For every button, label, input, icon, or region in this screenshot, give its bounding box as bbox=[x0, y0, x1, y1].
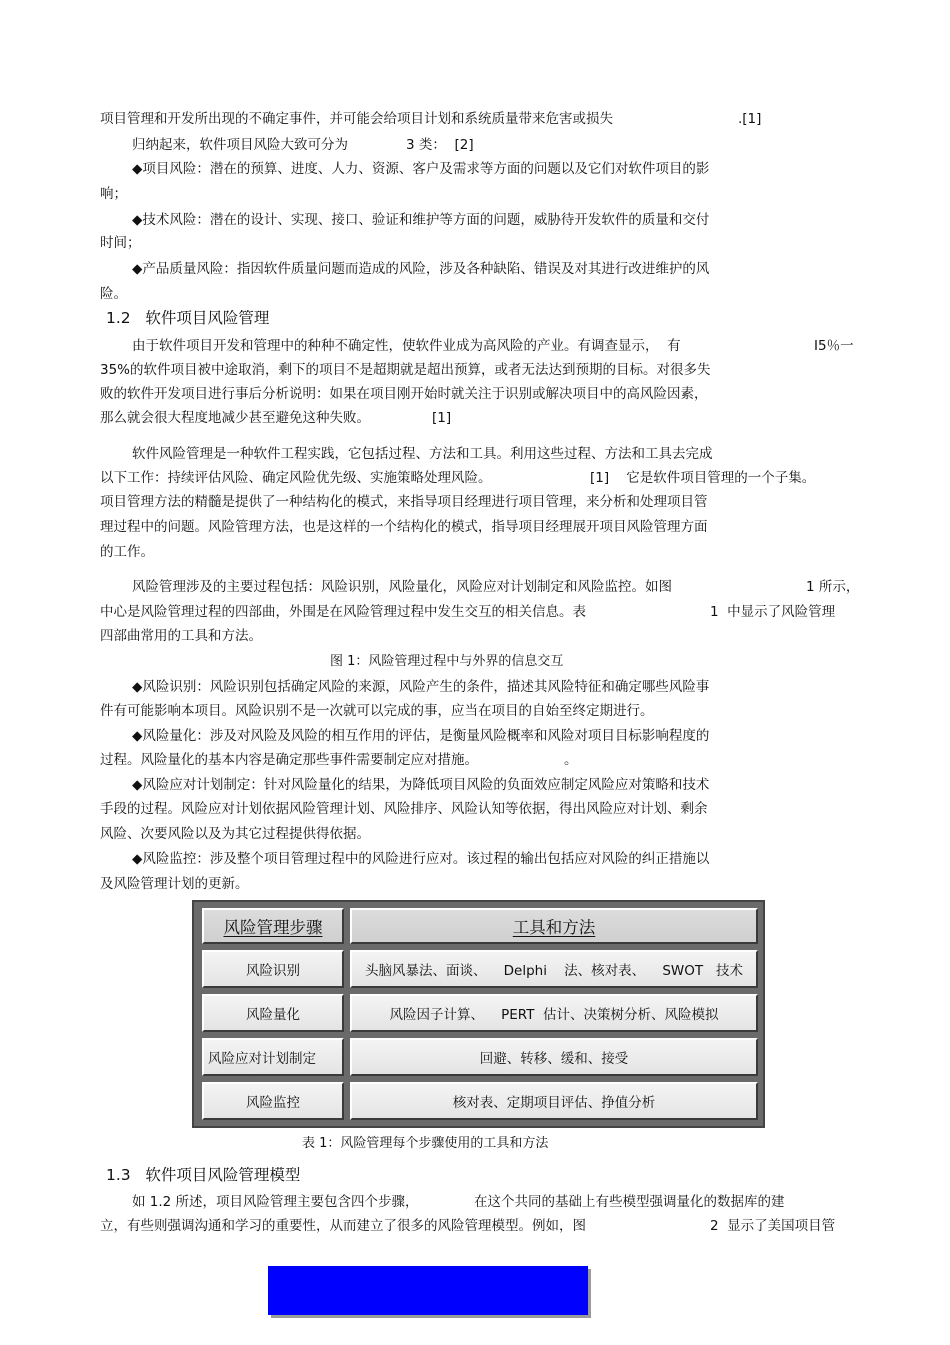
text-line: 中心是风险管理过程的四部曲，外围是在风险管理过程中发生交互的相关信息。表 bbox=[100, 604, 586, 620]
text-line: 及风险管理计划的更新。 bbox=[100, 876, 249, 892]
text-line: 在这个共同的基础上有些模型强调量化的数据库的建 bbox=[474, 1194, 785, 1210]
text-line: 时间； bbox=[100, 235, 141, 251]
text-line: 险。 bbox=[100, 286, 127, 302]
figure-2-image bbox=[268, 1266, 588, 1315]
text-line: 风险管理涉及的主要过程包括：风险识别，风险量化，风险应对计划制定和风险监控。如图 bbox=[132, 579, 672, 595]
text-line: [1] 它是软件项目管理的一个子集。 bbox=[590, 470, 816, 486]
table-cell-step: 风险量化 bbox=[202, 994, 344, 1032]
text-line: 败的软件开发项目进行事后分析说明：如果在项目刚开始时就关注于识别或解决项目中的高风险因素， bbox=[100, 386, 708, 402]
text-line: 由于软件项目开发和管理中的种种不确定性，使软件业成为高风险的产业。有调查显示， 有 bbox=[132, 338, 681, 354]
text-line: 手段的过程。风险应对计划依据风险管理计划、风险排序、风险认知等依据，得出风险应对计划、剩余 bbox=[100, 801, 708, 817]
text-line: 项目管理和开发所出现的不确定事件，并可能会给项目计划和系统质量带来危害或损失 bbox=[100, 111, 613, 127]
text-line: 以下工作：持续评估风险、确定风险优先级、实施策略处理风险。 bbox=[100, 470, 492, 486]
table-cell-tools: 风险因子计算、 PERT 估计、决策树分析、风险模拟 bbox=[350, 994, 758, 1032]
text-line: 1 所示， bbox=[806, 579, 860, 595]
bullet-quality-risk: ◆产品质量风险：指因软件质量问题而造成的风险，涉及各种缺陷、错误及对其进行改进维护的风 bbox=[132, 261, 710, 277]
text-line: 立，有些则强调沟通和学习的重要性，从而建立了很多的风险管理模型。例如，图 bbox=[100, 1218, 586, 1234]
citation: .[1] bbox=[738, 111, 762, 127]
risk-tools-table bbox=[192, 900, 765, 1128]
table-cell-tools: 头脑风暴法、面谈、 Delphi 法、核对表、 SWOT 技术 bbox=[350, 950, 758, 988]
figure-caption: 图 1：风险管理过程中与外界的信息交互 bbox=[330, 654, 564, 669]
text-line: 项目管理方法的精髓是提供了一种结构化的模式，来指导项目经理进行项目管理，来分析和处理项目管 bbox=[100, 494, 708, 510]
table-cell-step: 风险应对计划制定 bbox=[202, 1038, 344, 1076]
section-heading: 1.2 软件项目风险管理 bbox=[106, 309, 270, 327]
text-line: 软件风险管理是一种软件工程实践，它包括过程、方法和工具。利用这些过程、方法和工具去完成 bbox=[132, 446, 713, 462]
text-line: 。 bbox=[564, 752, 578, 768]
bullet-risk-response: ◆风险应对计划制定：针对风险量化的结果，为降低项目风险的负面效应制定风险应对策略和技术 bbox=[132, 777, 710, 793]
bullet-risk-monitoring: ◆风险监控：涉及整个项目管理过程中的风险进行应对。该过程的输出包括应对风险的纠正措施以 bbox=[132, 851, 710, 867]
text-line: I5％一 bbox=[814, 338, 854, 354]
text-line: 过程。风险量化的基本内容是确定那些事件需要制定应对措施。 bbox=[100, 752, 478, 768]
bullet-technical-risk: ◆技术风险：潜在的设计、实现、接口、验证和维护等方面的问题，威胁待开发软件的质量和交付 bbox=[132, 212, 710, 228]
text-line: 四部曲常用的工具和方法。 bbox=[100, 628, 262, 644]
text-line: 响； bbox=[100, 186, 127, 202]
table-header-step: 风险管理步骤 bbox=[202, 908, 344, 944]
bullet-risk-quantification: ◆风险量化：涉及对风险及风险的相互作用的评估，是衡量风险概率和风险对项目目标影响程度的 bbox=[132, 728, 710, 744]
table-caption: 表 1：风险管理每个步骤使用的工具和方法 bbox=[302, 1136, 549, 1151]
text-line: 3 类： [2] bbox=[406, 137, 474, 153]
section-heading: 1.3 软件项目风险管理模型 bbox=[106, 1166, 301, 1184]
table-cell-step: 风险识别 bbox=[202, 950, 344, 988]
table-header-tools: 工具和方法 bbox=[350, 908, 758, 944]
text-line: 的工作。 bbox=[100, 544, 154, 560]
table-cell-tools: 核对表、定期项目评估、挣值分析 bbox=[350, 1082, 758, 1120]
text-line: 那么就会很大程度地减少甚至避免这种失败。 bbox=[100, 410, 370, 426]
text-line: 件有可能影响本项目。风险识别不是一次就可以完成的事，应当在项目的自始至终定期进行。 bbox=[100, 703, 654, 719]
table-cell-step: 风险监控 bbox=[202, 1082, 344, 1120]
text-line: 理过程中的问题。风险管理方法，也是这样的一个结构化的模式，指导项目经理展开项目风险管理方面 bbox=[100, 519, 708, 535]
bullet-risk-identification: ◆风险识别：风险识别包括确定风险的来源，风险产生的条件，描述其风险特征和确定哪些风险事 bbox=[132, 679, 710, 695]
text-line: 风险、次要风险以及为其它过程提供得依据。 bbox=[100, 826, 370, 842]
table-cell-tools: 回避、转移、缓和、接受 bbox=[350, 1038, 758, 1076]
text-line: 35%的软件项目被中途取消，剩下的项目不是超期就是超出预算，或者无法达到预期的目标。对很多失 bbox=[100, 362, 711, 378]
text-line: 1 中显示了风险管理 bbox=[710, 604, 836, 620]
bullet-project-risk: ◆项目风险：潜在的预算、进度、人力、资源、客户及需求等方面的问题以及它们对软件项目的影 bbox=[132, 161, 710, 177]
citation: [1] bbox=[432, 410, 452, 426]
text-line: 归纳起来，软件项目风险大致可分为 bbox=[132, 137, 348, 153]
text-line: 如 1.2 所述，项目风险管理主要包含四个步骤， bbox=[132, 1194, 419, 1210]
text-line: 2 显示了美国项目管 bbox=[710, 1218, 836, 1234]
